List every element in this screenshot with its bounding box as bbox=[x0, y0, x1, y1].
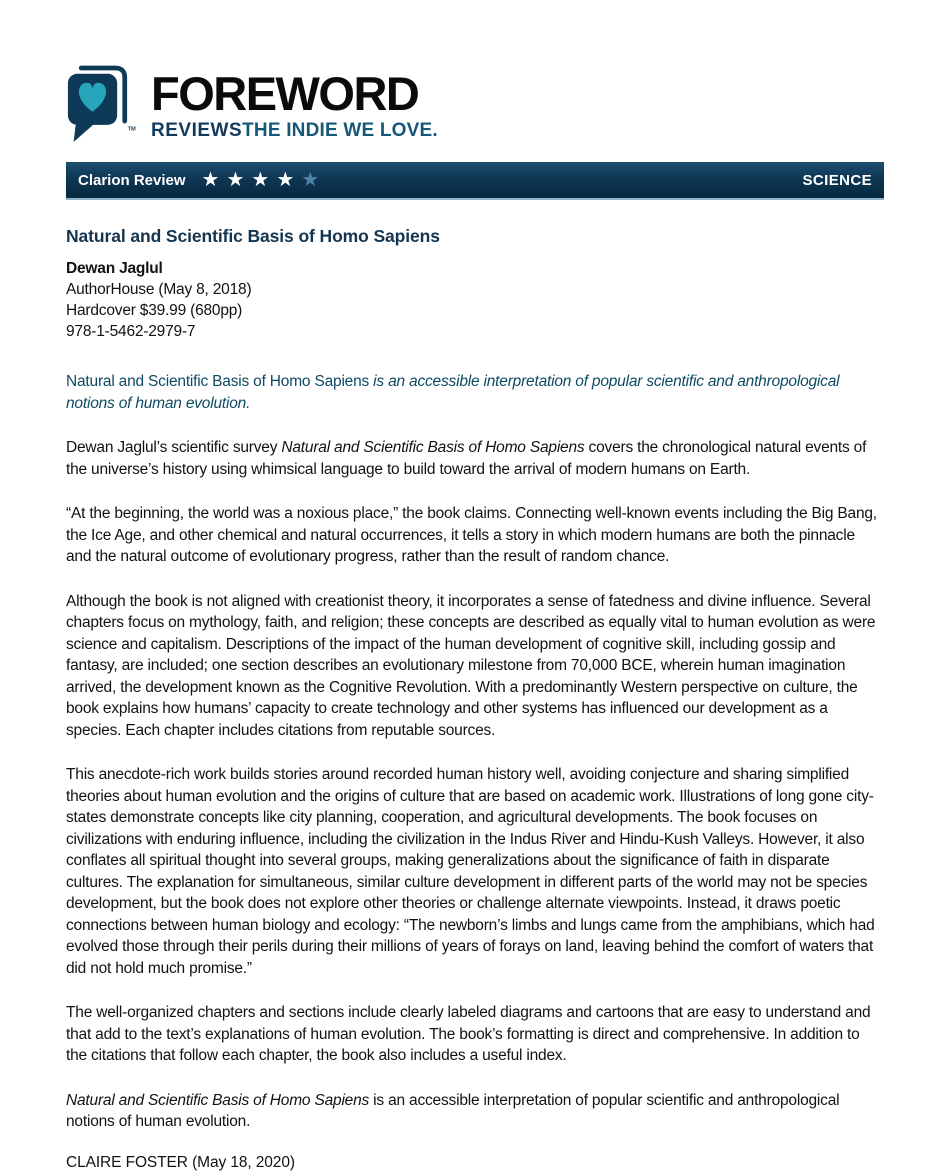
review-type-label: Clarion Review bbox=[78, 171, 186, 189]
book-publisher: AuthorHouse (May 8, 2018) bbox=[66, 281, 252, 298]
text-segment: Natural and Scientific Basis of Homo Sapiens bbox=[66, 373, 370, 390]
star-filled-icon: ★ bbox=[276, 169, 295, 191]
summary-paragraph bbox=[66, 371, 884, 414]
logo-wordmark: FOREWORD bbox=[151, 67, 419, 120]
trademark-label: TM bbox=[127, 126, 136, 133]
category-label: SCIENCE bbox=[802, 171, 872, 189]
brand-header bbox=[66, 0, 950, 146]
logo-tagline: THE INDIE WE LOVE. bbox=[242, 120, 438, 141]
text-segment: covers the chronological natural events of the universe’s history using whimsical language to build toward the arrival of modern humans on Earth. bbox=[66, 439, 867, 478]
book-title-inline: Natural and Scientific Basis of Homo Sapiens bbox=[281, 439, 585, 456]
review-paragraph bbox=[66, 764, 884, 979]
star-filled-icon: ★ bbox=[226, 169, 245, 191]
logo-reviews-label: REVIEWS bbox=[151, 120, 243, 141]
review-paragraph bbox=[66, 1090, 884, 1133]
review-paragraph bbox=[66, 503, 884, 568]
star-filled-icon: ★ bbox=[251, 169, 270, 191]
text-segment: Dewan Jaglul’s scientific survey bbox=[66, 439, 282, 456]
review-body bbox=[66, 437, 884, 1133]
text-segment: “At the beginning, the world was a noxious place,” the book claims. Connecting well-known events including the Big Bang, the Ice Age, and other chemical and natural occurrences, it tells a story in which modern humans are both the pinnacle and the natural outcome of evolutionary progress, rather than the result of random chance. bbox=[66, 505, 877, 565]
text-segment: This anecdote-rich work builds stories around recorded human history well, avoiding conjecture and sharing simplified theories about human evolution and the origins of culture that are based on academic work. Illustrations of long gone city-states demonstrate concepts like city planning, cooperation, and agricultural developments. The book focuses on civilizations with enduring influence, including the civilization in the Indus River and Hindu-Kush Valleys. However, it also conflates all spiritual thought into several groups, making generalizations about the significance of faith in disparate cultures. The explanation for simultaneous, similar culture development in different parts of the world may not be species development, but the book does not explore other theories or challenge alternate viewpoints. Instead, it draws poetic connections between human biology and ecology: “The newborn’s limbs and lungs came from the amphibians, which had evolved those through their perils during their millions of years of forays on land, leaving behind the comfort of waters that did not hold much promise.” bbox=[66, 766, 875, 977]
text-segment: is an accessible interpretation of popular scientific and anthropological notions of human evolution. bbox=[66, 1091, 840, 1130]
text-segment: The well-organized chapters and sections include clearly labeled diagrams and cartoons that are easy to understand and that add to the text’s explanations of human evolution. The book’s formatting is direct and comprehensive. In addition to the citations that follow each chapter, the book also includes a useful index. bbox=[66, 1004, 871, 1064]
page-title: Natural and Scientific Basis of Homo Sapiens bbox=[66, 226, 440, 246]
logo-wordmark-block bbox=[151, 67, 438, 142]
logo-subline bbox=[151, 120, 438, 142]
star-filled-icon: ★ bbox=[201, 169, 220, 191]
review-paragraph bbox=[66, 591, 884, 742]
book-meta bbox=[66, 258, 884, 342]
book-author: Dewan Jaglul bbox=[66, 260, 163, 277]
review-paragraph bbox=[66, 437, 884, 480]
speech-tail bbox=[74, 119, 97, 142]
star-empty-icon: ★ bbox=[301, 169, 320, 191]
review-bar bbox=[66, 162, 884, 200]
book-format: Hardcover $39.99 (680pp) bbox=[66, 302, 243, 319]
book-isbn: 978-1-5462-2979-7 bbox=[66, 323, 196, 340]
foreword-book-logo-icon bbox=[66, 64, 138, 146]
text-segment: Although the book is not aligned with creationist theory, it incorporates a sense of fatedness and divine influence. Several chapters focus on mythology, faith, and religion; these concepts are described as equally vital to human evolution as were science and capitalism. Descriptions of the impact of the human development of cognitive skill, including gossip and fantasy, are included; one section describes an evolutionary milestone from 70,000 BCE, wherein human imagination arrived, the development known as the Cognitive Revolution. With a predominantly Western perspective on culture, the book explains how humans’ capacity to create technology and other systems has influenced our development as a species. Each chapter includes citations from reputable sources. bbox=[66, 592, 876, 739]
review-paragraph bbox=[66, 1002, 884, 1067]
book-title-inline: Natural and Scientific Basis of Homo Sapiens bbox=[66, 1091, 370, 1109]
reviewer-byline: CLAIRE FOSTER (May 18, 2020) bbox=[66, 1153, 295, 1171]
book-title-inline: is an accessible interpretation of popular scientific and anthropological notions of human evolution. bbox=[66, 373, 840, 412]
star-rating bbox=[202, 170, 320, 190]
